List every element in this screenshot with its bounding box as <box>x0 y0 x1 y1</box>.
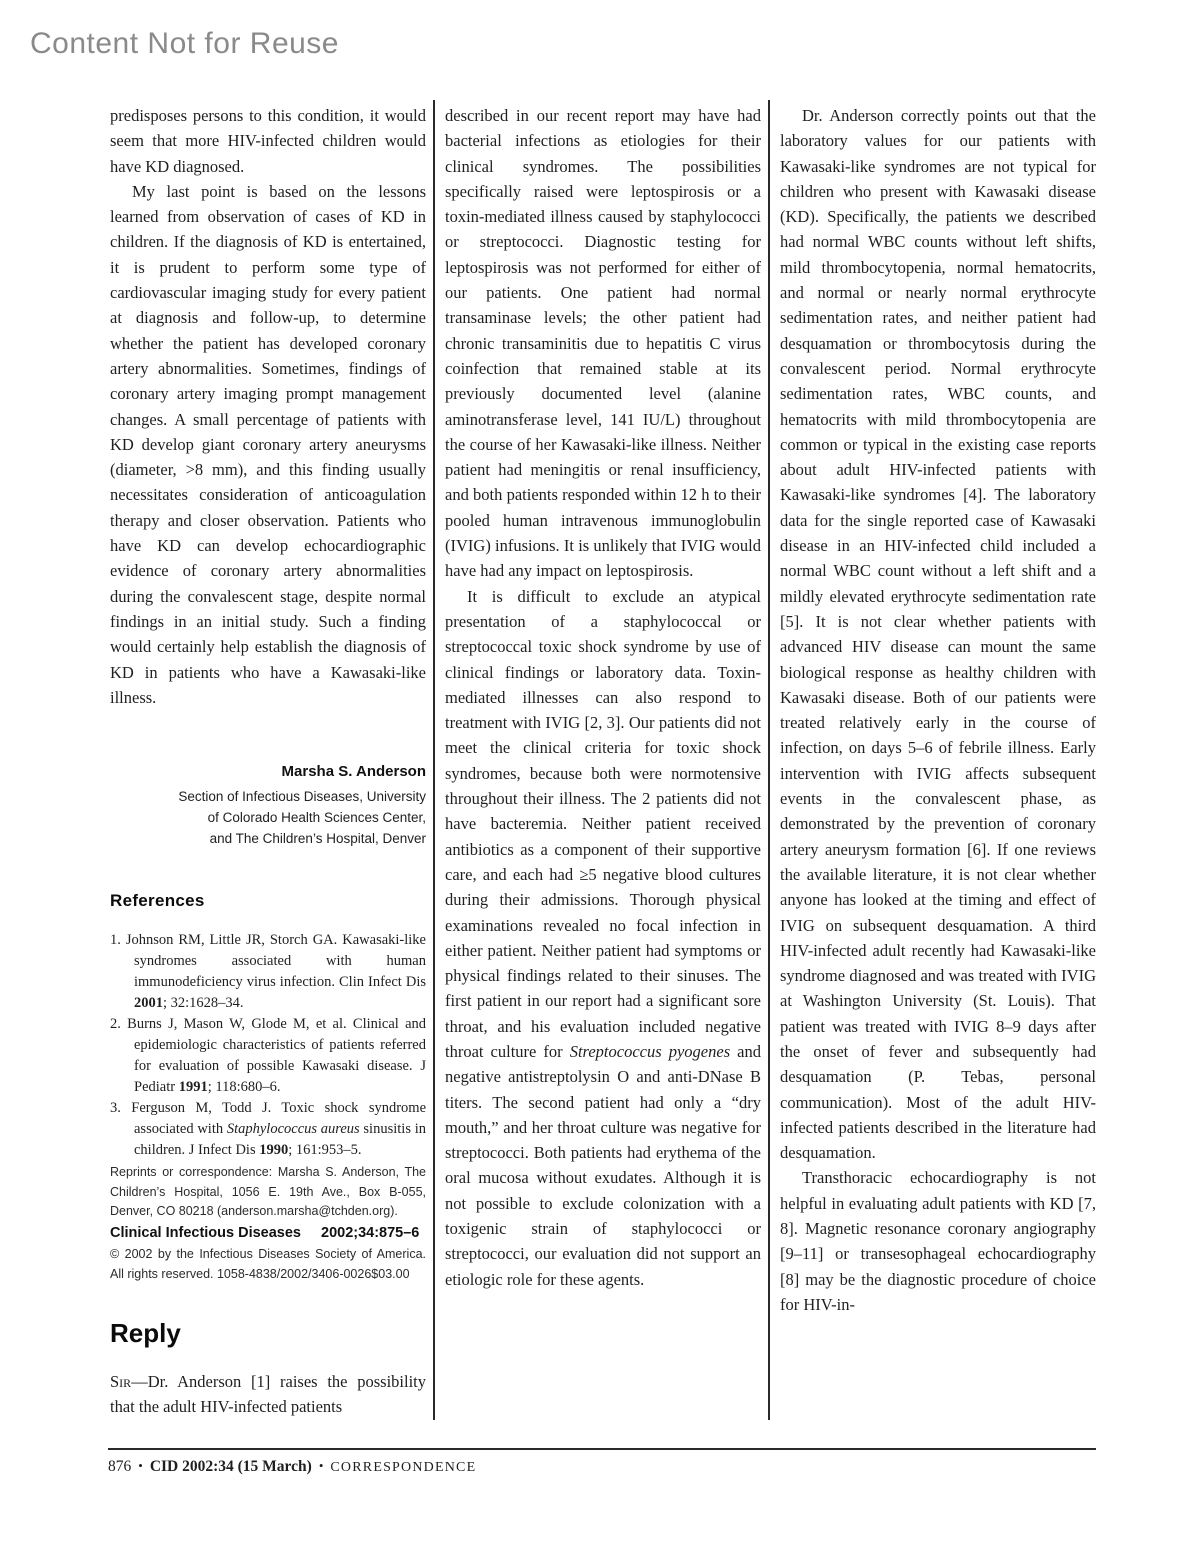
watermark: Content Not for Reuse <box>30 27 339 60</box>
column-divider <box>768 100 770 1420</box>
footer <box>108 1458 476 1476</box>
reference-species-italic: Staphylococcus aureus <box>226 1121 360 1137</box>
body-paragraph: described in our recent report may have had bacterial infections as etiologies for their clinical syndromes. The possibilities specifically raised were leptospirosis or a toxin-mediated illness caused by staphylococci or streptococci. Diagnostic testing for leptospirosis was not performed for either of our patients. One patient had normal transaminase levels; the other patient had chronic transaminitis due to hepatitis C virus coinfection that remained stable at its previously documented level (alanine aminotransferase level, 141 IU/L) throughout the course of her Kawasaki-like illness. Neither patient had meningitis or renal insufficiency, and both patients responded within 12 h to their pooled human intravenous immunoglobulin (IVIG) infusions. It is unlikely that IVIG would have had any impact on leptospirosis. <box>445 106 761 581</box>
reference-number: 1. <box>110 932 121 948</box>
footer-journal-citation: CID 2002:34 (15 March) <box>149 1458 312 1475</box>
reference-text: ; 32:1628–34. <box>163 995 244 1011</box>
journal-title: Clinical Infectious Diseases <box>110 1225 301 1241</box>
reference-year: 2001 <box>134 995 163 1011</box>
affiliation-line: Section of Infectious Diseases, University <box>178 789 426 804</box>
body-paragraph: predisposes persons to this condition, it would seem that more HIV-infected children would have KD diagnosed. <box>110 106 426 176</box>
affiliation-line: and The Children’s Hospital, Denver <box>209 831 426 846</box>
author-affiliation <box>110 786 426 849</box>
body-paragraph: Transthoracic echocardiography is not helpful in evaluating adult patients with KD [7, 8]. Magnetic resonance coronary angiography [9–11] or transesophageal echocardiography [8] may be the diagnostic procedure of choice for HIV-in- <box>780 1168 1096 1314</box>
reference-text: Ferguson M, Todd J. Toxic shock syndrome associated with <box>131 1100 426 1137</box>
reference-text: Burns J, Mason W, Glode M, et al. Clinical and epidemiologic characteristics of patients referred for evaluation of possible Kawasaki disease. J Pediatr <box>127 1016 426 1095</box>
page-number: 876 <box>108 1458 132 1475</box>
column-1 <box>110 103 426 1435</box>
copyright-note: © 2002 by the Infectious Diseases Society of America. All rights reserved. 1058-4838/2002/3406-0026$03.00 <box>110 1247 426 1281</box>
column-2 <box>445 103 761 1435</box>
body-paragraph <box>445 584 761 1292</box>
reference-text: ; 118:680–6. <box>207 1079 281 1095</box>
reprints-note: Reprints or correspondence: Marsha S. Anderson, The Children’s Hospital, 1056 E. 19th Ave., Box B-055, Denver, CO 80218 (anderson.marsha@tchden.org). <box>110 1165 426 1218</box>
journal-citation-line <box>110 1225 426 1241</box>
reference-text: Johnson RM, Little JR, Storch GA. Kawasaki-like syndromes associated with human immunodeficiency virus infection. Clin Infect Dis <box>125 932 426 990</box>
author-name: Marsha S. Anderson <box>281 763 426 780</box>
sir-smallcaps: Sir <box>110 1372 132 1391</box>
column-divider <box>433 100 435 1420</box>
affiliation-line: of Colorado Health Sciences Center, <box>207 810 426 825</box>
reference-year: 1991 <box>178 1079 208 1095</box>
column-3 <box>780 103 1096 1435</box>
reply-lead-paragraph <box>110 1369 426 1420</box>
reference-item <box>110 1014 426 1098</box>
footer-rule <box>108 1448 1096 1450</box>
paragraph-text: It is difficult to exclude an atypical presentation of a staphylococcal or streptococcal toxic shock syndrome by use of clinical findings or laboratory data. Toxin-mediated illnesses can also respond to treatment with IVIG [2, 3]. Our patients did not meet the clinical criteria for toxic shock syndromes, because both were normotensive throughout their illness. The 2 patients did not have bacteremia. Neither patient received antibiotics as a component of their supportive care, and each had ≥5 negative blood cultures during their admissions. Thorough physical examinations revealed no focal infection in either patient. Neither patient had symptoms or physical findings related to their sinuses. The first patient in our report had a significant sore throat, and his evaluation included negative throat culture for <box>445 586 761 1061</box>
references-heading: References <box>110 891 205 910</box>
body-paragraph: Dr. Anderson correctly points out that the laboratory values for our patients with Kawasaki-like syndromes are not typical for children who present with Kawasaki disease (KD). Specifically, the patients we described had normal WBC counts without left shifts, mild thrombocytopenia, normal hematocrits, and normal or nearly normal erythrocyte sedimentation rates, and neither patient had desquamation or thrombocytosis during the convalescent period. Normal erythrocyte sedimentation rates, WBC counts, and hematocrits with mild thrombocytopenia are common or typical in the existing case reports about adult HIV-infected patients with Kawasaki-like syndromes [4]. The laboratory data for the single reported case of Kawasaki disease in an HIV-infected child included a normal WBC count without a left shift and a mildly elevated erythrocyte sedimentation rate [5]. It is not clear whether patients with advanced HIV disease can mount the same biological response as healthy children with Kawasaki disease. Both of our patients were treated relatively early in the course of infection, on days 5–6 of febrile illness. Early intervention with IVIG affects subsequent events in the convalescent phase, as demonstrated by the prevention of coronary artery aneurysm formation [6]. If one reviews the available literature, it is not clear whether anyone has looked at the timing and effect of IVIG on subsequent desquamation. A third HIV-infected adult recently had Kawasaki-like syndrome diagnosed and was treated with IVIG at Washington University (St. Louis). That patient was treated with IVIG 8–9 days after the onset of fever and subsequently had desquamation (P. Tebas, personal communication). Most of the adult HIV-infected patients described in the literature had desquamation. <box>780 106 1096 1163</box>
signature-block <box>110 763 426 849</box>
journal-volume-pages: 2002;34:875–6 <box>321 1225 420 1241</box>
footer-bullet: • <box>318 1458 324 1473</box>
references-list <box>110 930 426 1161</box>
reference-item <box>110 930 426 1014</box>
journal-citation-block <box>110 1225 426 1284</box>
reference-number: 3. <box>110 1100 121 1116</box>
body-paragraph: My last point is based on the lessons learned from observation of cases of KD in children. If the diagnosis of KD is entertained, it is prudent to perform some type of cardiovascular imaging study for every patient at diagnosis and follow-up, to determine whether the patient has developed coronary artery abnormalities. Sometimes, findings of coronary artery imaging prompt management changes. A small percentage of patients with KD develop giant coronary artery aneurysms (diameter, >8 mm), and this finding usually necessitates consideration of anticoagulation therapy and closer observation. Patients who have KD can develop echocardiographic evidence of coronary artery abnormalities during the convalescent stage, despite normal findings in an initial study. Such a finding would certainly help establish the diagnosis of KD in patients who have a Kawasaki-like illness. <box>110 181 426 707</box>
reply-lead-text: —Dr. Anderson [1] raises the possibility that the adult HIV-infected patients <box>110 1372 426 1417</box>
footer-bullet: • <box>138 1458 143 1473</box>
reference-item <box>110 1098 426 1161</box>
reference-year: 1990 <box>259 1142 289 1158</box>
reference-text: sinusitis in children. J Infect Dis <box>134 1121 426 1158</box>
reply-heading: Reply <box>110 1318 181 1348</box>
paragraph-text: and negative antistreptolysin O and anti-DNase B titers. The second patient had only a “dry mouth,” and her throat culture was negative for streptococci. Both patients had erythema of the oral mucosa without exudates. Although it is not possible to exclude colonization with a toxigenic strain of staphylococci or streptococci, our evaluation did not support an etiologic role for these agents. <box>445 1041 761 1289</box>
reference-text: ; 161:953–5. <box>288 1142 362 1158</box>
species-italic: Streptococcus pyogenes <box>569 1041 731 1061</box>
reference-number: 2. <box>110 1016 121 1032</box>
section-label: CORRESPONDENCE <box>330 1460 477 1475</box>
